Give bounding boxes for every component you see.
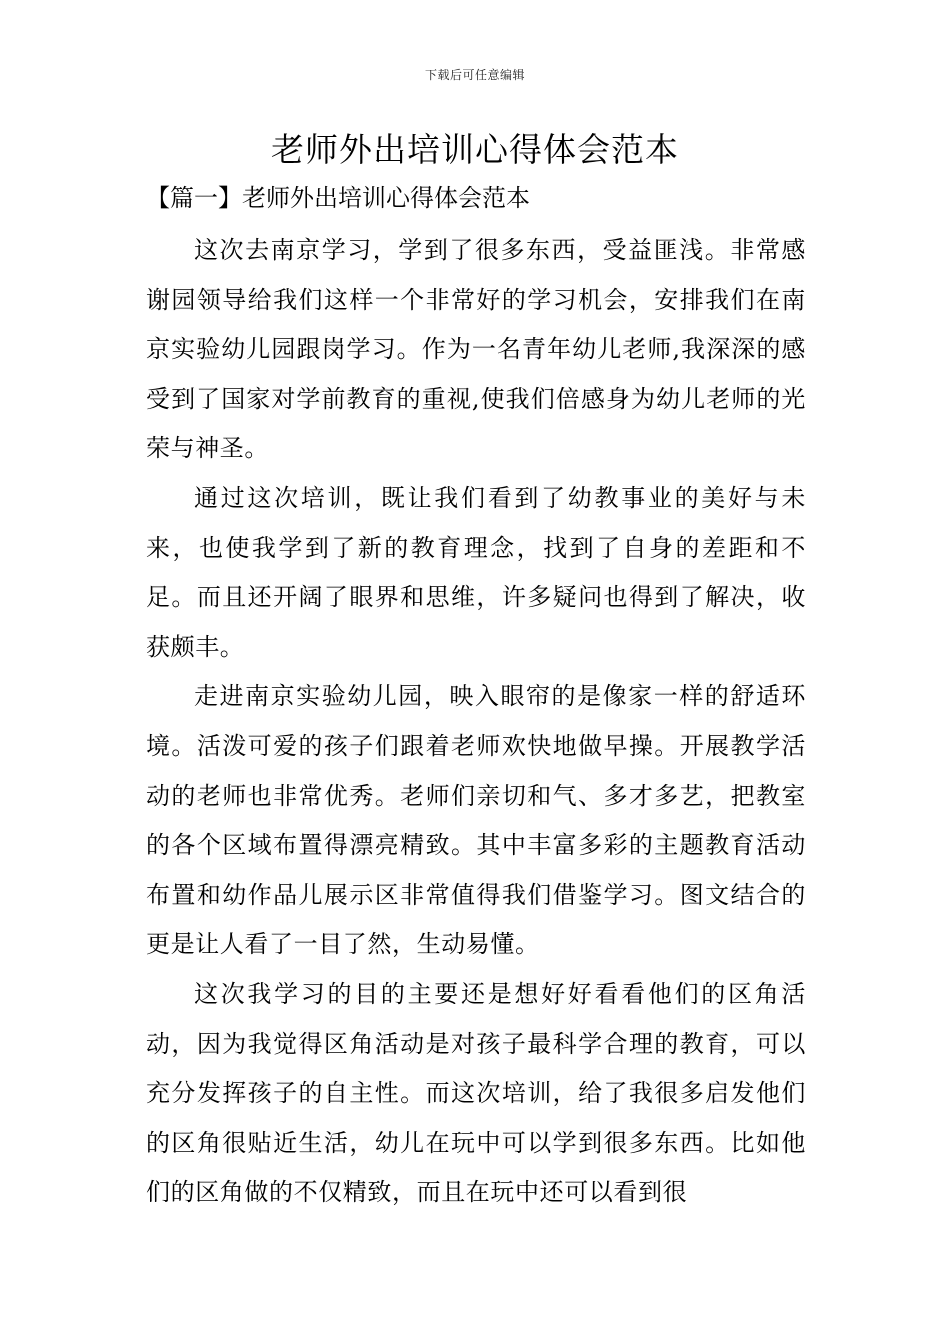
section-heading: 【篇一】老师外出培训心得体会范本 [146,184,530,212]
paragraph: 这次去南京学习，学到了很多东西，受益匪浅。非常感谢园领导给我们这样一个非常好的学习机会，安排我们在南京实验幼儿园跟岗学习。作为一名青年幼儿老师,我深深的感受到了国家对学前教育的重视,使我们倍感身为幼儿老师的光荣与神圣。 [146,236,806,463]
document-title: 老师外出培训心得体会范本 [271,130,679,169]
paragraph: 通过这次培训，既让我们看到了幼教事业的美好与未来，也使我学到了新的教育理念，找到了自身的差距和不足。而且还开阔了眼界和思维，许多疑问也得到了解决，收获颇丰。 [146,483,806,661]
paragraph: 走进南京实验幼儿园，映入眼帘的是像家一样的舒适环境。活泼可爱的孩子们跟着老师欢快地做早操。开展教学活动的老师也非常优秀。老师们亲切和气、多才多艺，把教室的各个区域布置得漂亮精致。其中丰富多彩的主题教育活动布置和幼作品儿展示区非常值得我们借鉴学习。图文结合的更是让人看了一目了然，生动易懂。 [146,682,806,959]
paragraph: 这次我学习的目的主要还是想好好看看他们的区角活动，因为我觉得区角活动是对孩子最科学合理的教育，可以充分发挥孩子的自主性。而这次培训，给了我很多启发他们的区角很贴近生活，幼儿在玩中可以学到很多东西。比如他们的区角做的不仅精致，而且在玩中还可以看到很 [146,979,806,1207]
document-body [146,226,806,1218]
header-note: 下载后可任意编辑 [424,68,525,82]
